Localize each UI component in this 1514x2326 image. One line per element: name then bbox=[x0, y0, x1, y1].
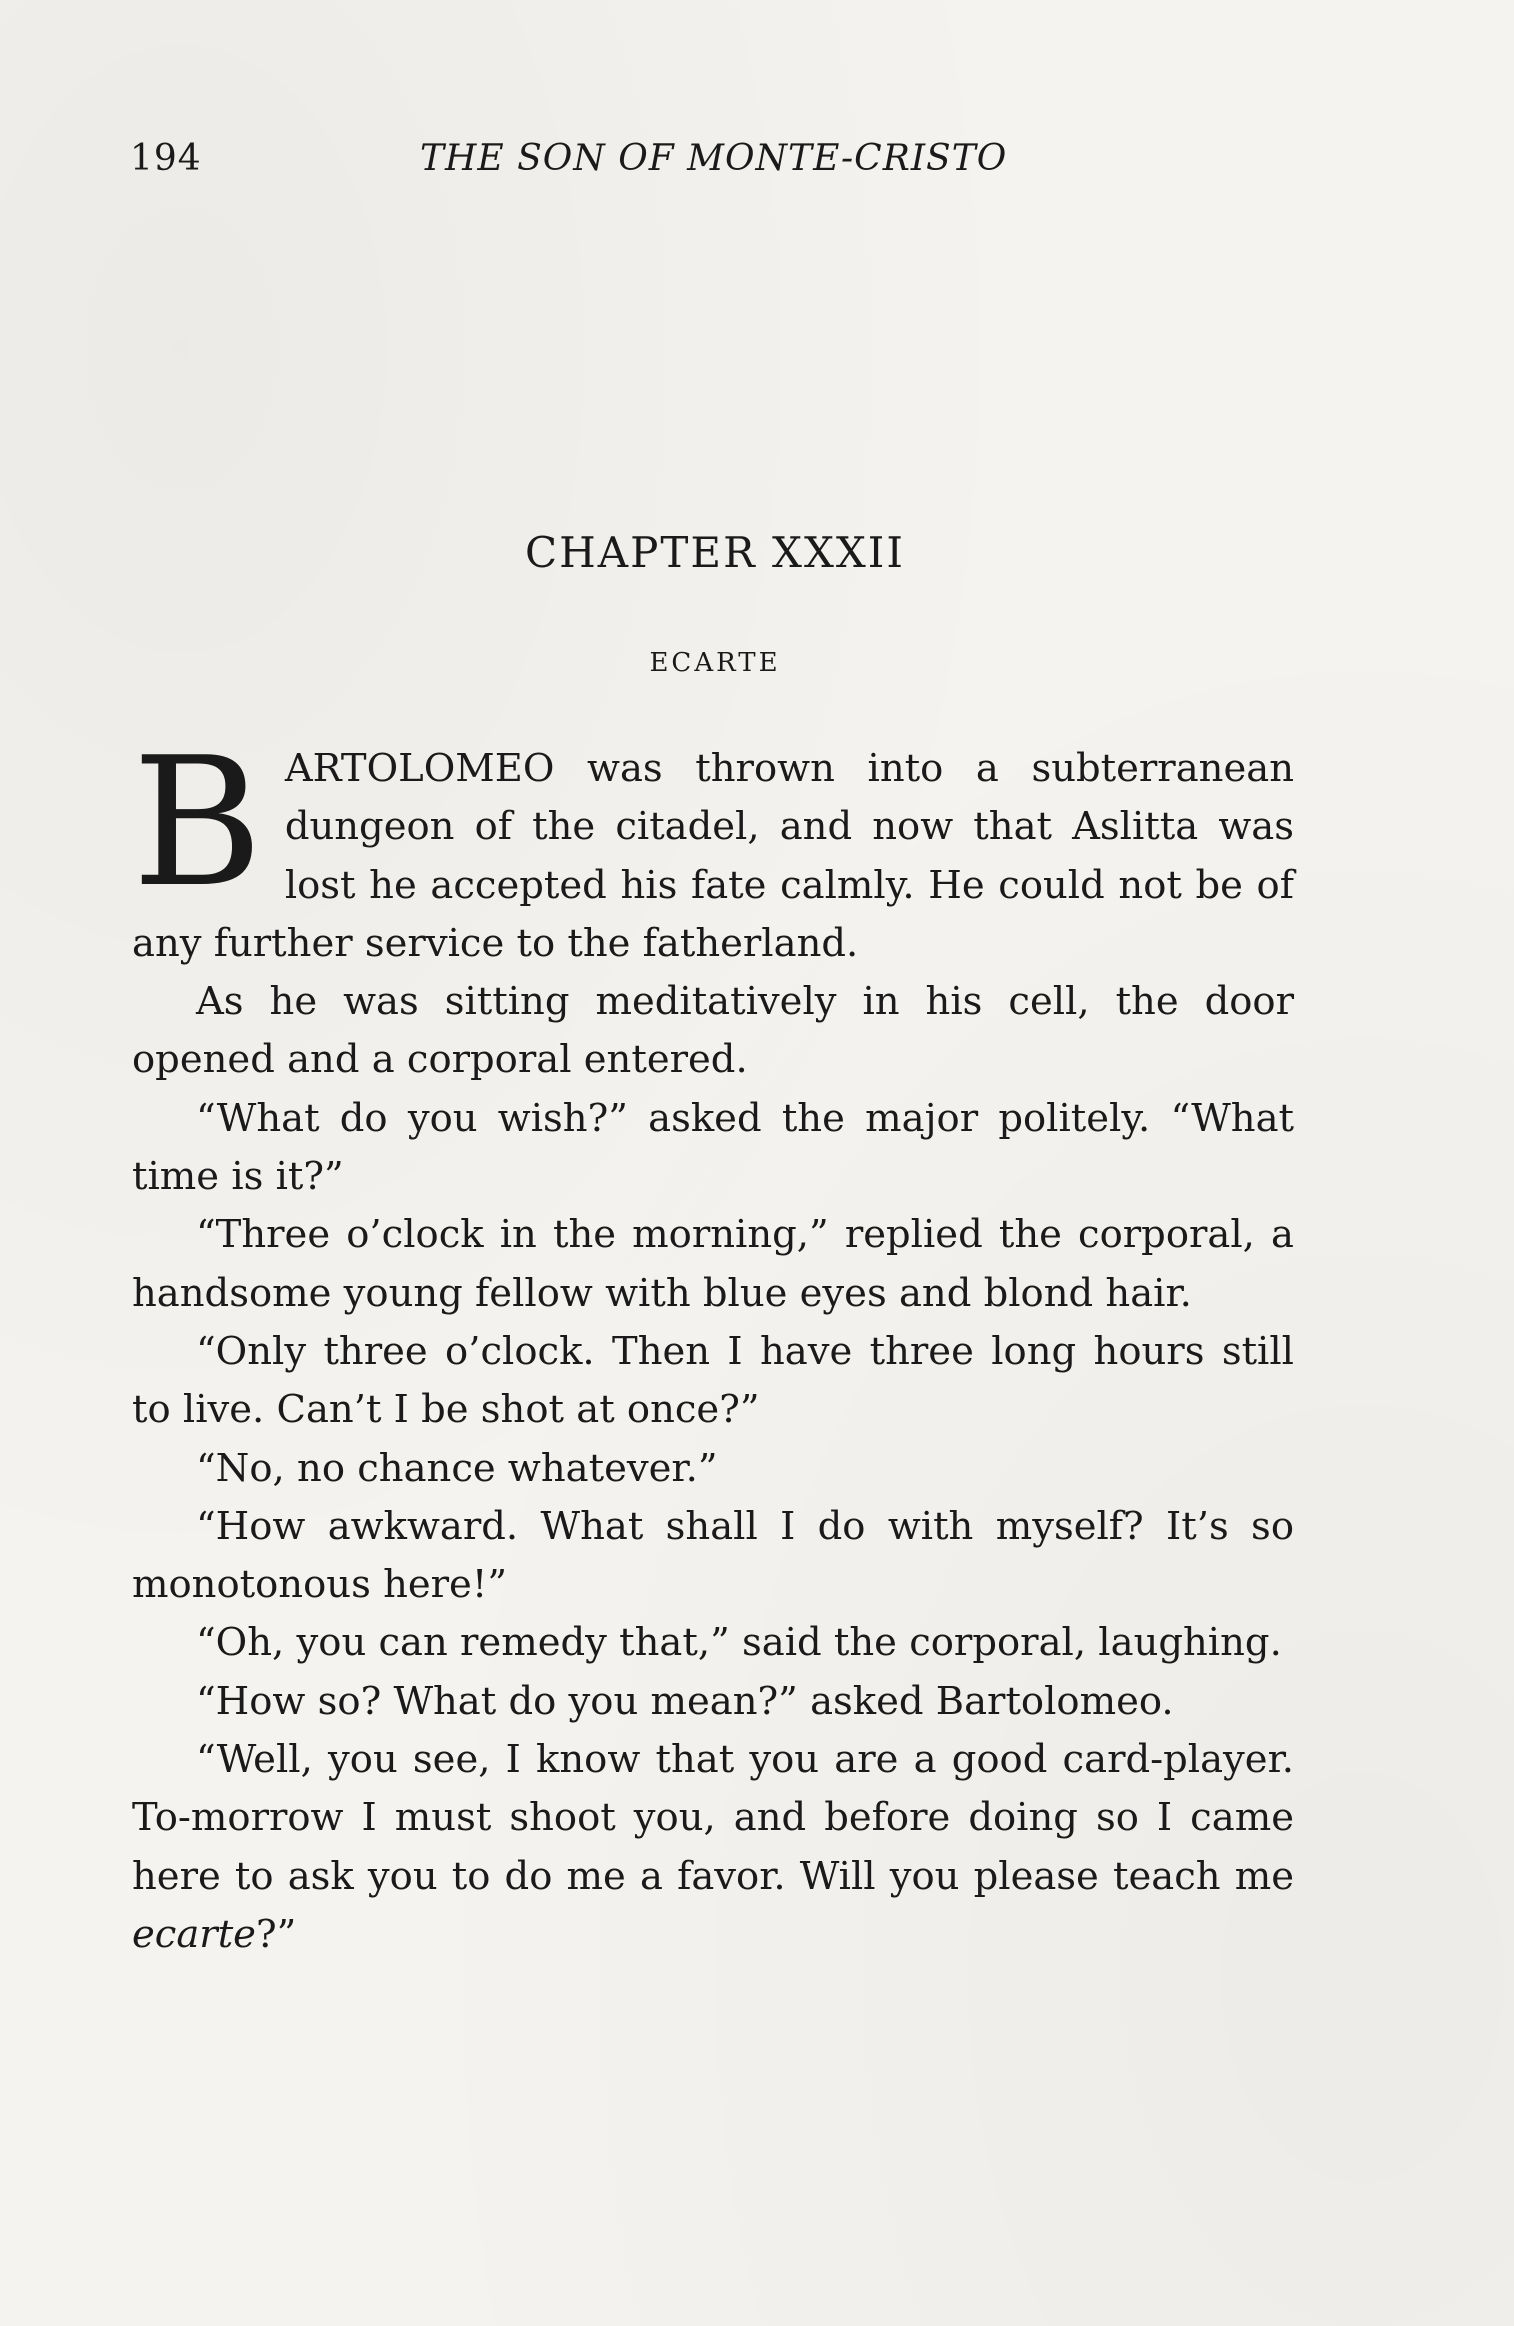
paragraph: “How awkward. What shall I do with myself? It’s so monotonous here!” bbox=[132, 1503, 1294, 1608]
chapter-subtitle: ECARTE bbox=[649, 648, 781, 678]
paragraph-text: ARTOLOMEO was thrown into a subterranean dungeon of the citadel, and now that Aslitta was lost he accepted his fate calmly. He could not be of any further service to the fatherland. bbox=[132, 746, 1294, 966]
paragraph: “How so? What do you mean?” asked Bartolomeo. bbox=[196, 1678, 1174, 1724]
paragraph-end: ?” bbox=[255, 1911, 297, 1957]
paragraph: “No, no chance whatever.” bbox=[196, 1445, 718, 1491]
running-head bbox=[130, 138, 1030, 188]
paragraph: “What do you wish?” asked the major politely. “What time is it?” bbox=[132, 1095, 1294, 1200]
paragraph bbox=[132, 719, 1294, 973]
chapter-body bbox=[132, 719, 1294, 1964]
drop-cap: B bbox=[132, 719, 263, 926]
paragraph-text: “Well, you see, I know that you are a good card-player. To-morrow I must shoot you, and before doing so I came here to ask you to do me a favor. Will you please teach me bbox=[132, 1737, 1294, 1899]
page-number: 194 bbox=[130, 138, 202, 179]
paragraph bbox=[132, 1731, 1294, 1964]
paragraph: As he was sitting meditatively in his cell, the door opened and a corporal entered. bbox=[132, 979, 1294, 1083]
paragraph: “Oh, you can remedy that,” said the corporal, laughing. bbox=[196, 1620, 1282, 1666]
running-title: THE SON OF MONTE-CRISTO bbox=[420, 138, 1008, 179]
italic-word: ecarte bbox=[132, 1911, 256, 1957]
paragraph: “Only three o’clock. Then I have three long hours still to live. Can’t I be shot at once?” bbox=[132, 1328, 1294, 1433]
chapter-title: CHAPTER XXXII bbox=[525, 528, 905, 577]
paragraph: “Three o’clock in the morning,” replied the corporal, a handsome young fellow with blue eyes and blond hair. bbox=[132, 1212, 1294, 1316]
